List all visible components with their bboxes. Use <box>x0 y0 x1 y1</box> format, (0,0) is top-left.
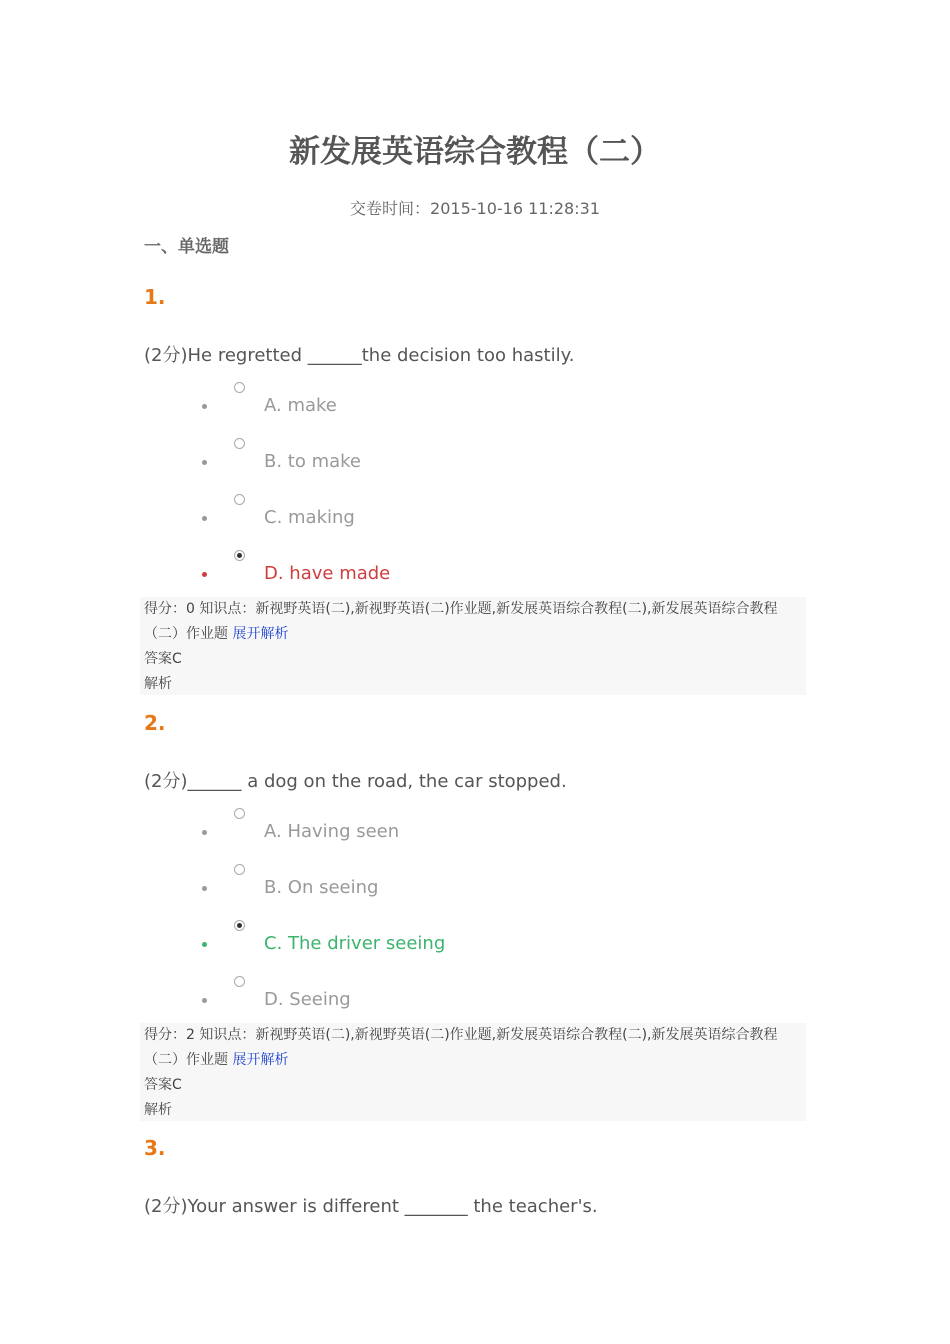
option-label: C. The driver seeing <box>264 933 446 954</box>
result-panel <box>140 597 806 695</box>
option-label: D. have made <box>264 563 391 584</box>
analysis-label: 解析 <box>144 1102 172 1118</box>
bullet-icon <box>202 404 207 409</box>
submit-time: 交卷时间：2015-10-16 11:28:31 <box>350 199 600 218</box>
bullet-icon <box>202 942 207 947</box>
bullet-icon <box>202 998 207 1003</box>
bullet-icon <box>202 886 207 891</box>
answer-text: 答案C <box>144 651 182 667</box>
bullet-icon <box>202 830 207 835</box>
radio-unchecked-icon[interactable] <box>234 494 245 505</box>
page-title: 新发展英语综合教程（二） <box>289 134 661 170</box>
option-c-selected[interactable] <box>200 918 700 968</box>
section-heading: 一、单选题 <box>144 237 229 257</box>
option-label: B. to make <box>264 451 362 472</box>
option-a[interactable] <box>200 806 700 856</box>
bullet-icon <box>202 460 207 465</box>
bullet-icon <box>202 572 207 577</box>
expand-analysis-link[interactable]: 展开解析 <box>232 1052 289 1068</box>
score-knowledge-line: 得分：2 知识点：新视野英语(二),新视野英语(二)作业题,新发展英语综合教程(二),新发展英语综合教程（二）作业题 <box>144 1027 778 1068</box>
radio-unchecked-icon[interactable] <box>234 382 245 393</box>
option-b[interactable] <box>200 436 700 486</box>
option-d[interactable] <box>200 974 700 1024</box>
bullet-icon <box>202 516 207 521</box>
question-number: 2. <box>144 711 166 735</box>
option-label: A. make <box>264 395 337 416</box>
radio-unchecked-icon[interactable] <box>234 864 245 875</box>
radio-checked-icon[interactable] <box>234 920 245 931</box>
radio-unchecked-icon[interactable] <box>234 808 245 819</box>
option-label: A. Having seen <box>264 821 400 842</box>
radio-unchecked-icon[interactable] <box>234 438 245 449</box>
question-number: 3. <box>144 1136 166 1160</box>
question-text: (2分)Your answer is different _______ the teacher's. <box>144 1196 598 1217</box>
answer-text: 答案C <box>144 1077 182 1093</box>
option-b[interactable] <box>200 862 700 912</box>
radio-unchecked-icon[interactable] <box>234 976 245 987</box>
score-knowledge-line: 得分：0 知识点：新视野英语(二),新视野英语(二)作业题,新发展英语综合教程(二),新发展英语综合教程（二）作业题 <box>144 601 778 642</box>
question-number: 1. <box>144 285 166 309</box>
option-label: B. On seeing <box>264 877 379 898</box>
option-a[interactable] <box>200 380 700 430</box>
result-panel <box>140 1023 806 1121</box>
analysis-label: 解析 <box>144 676 172 692</box>
option-d-selected[interactable] <box>200 548 700 598</box>
question-text: (2分)______ a dog on the road, the car stopped. <box>144 771 567 792</box>
question-text: (2分)He regretted ______the decision too hastily. <box>144 345 575 366</box>
option-c[interactable] <box>200 492 700 542</box>
option-label: D. Seeing <box>264 989 351 1010</box>
expand-analysis-link[interactable]: 展开解析 <box>232 626 289 642</box>
option-label: C. making <box>264 507 355 528</box>
radio-checked-icon[interactable] <box>234 550 245 561</box>
